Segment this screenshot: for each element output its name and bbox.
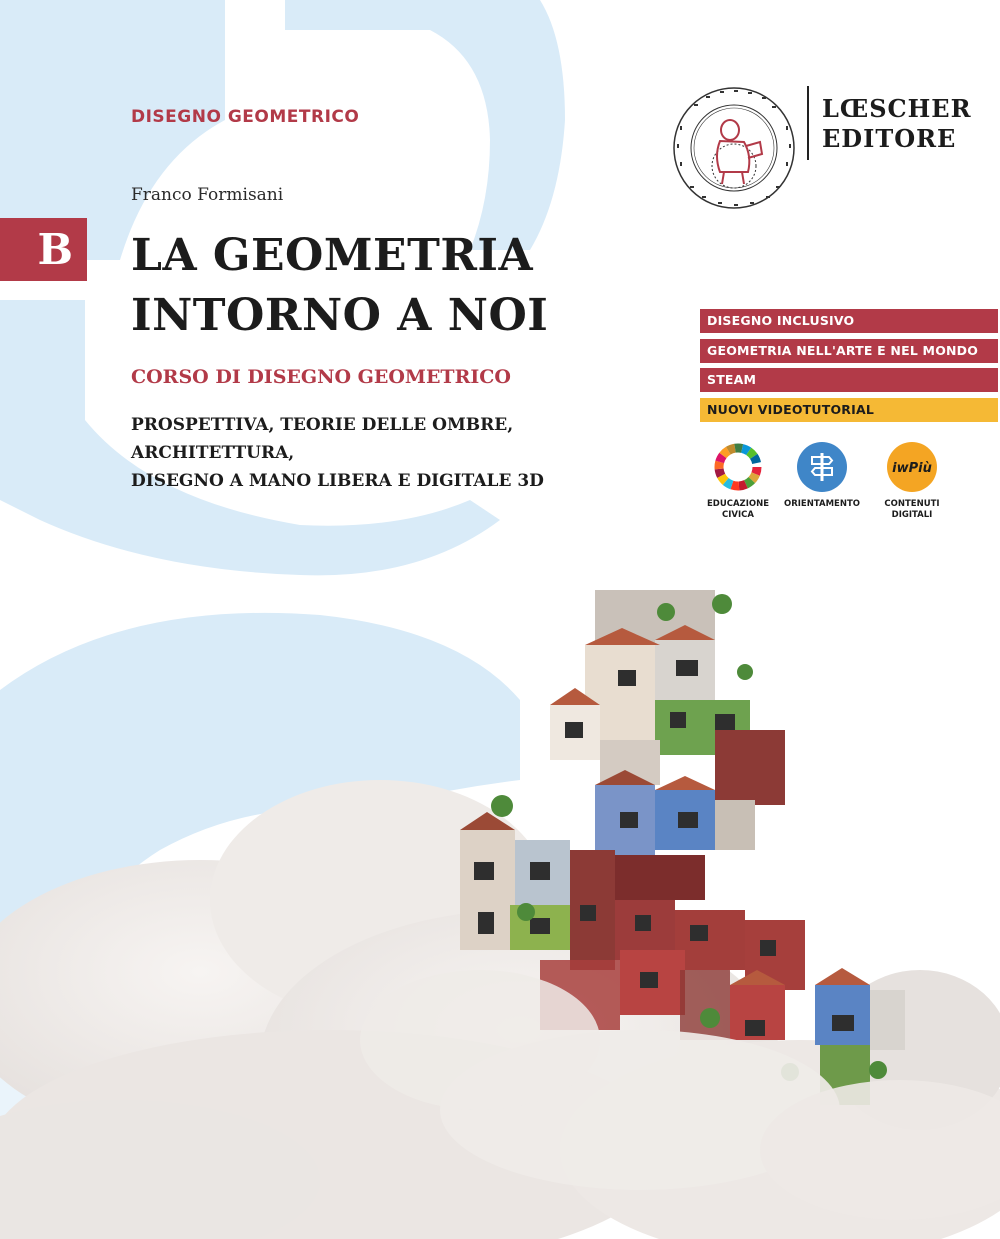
icon-label-line-1: EDUCAZIONE — [706, 499, 770, 509]
topics-line-2: ARCHITETTURA, — [131, 443, 295, 463]
icon-label-line-1: CONTENUTI — [884, 499, 940, 509]
topics-line-1: PROSPETTIVA, TEORIE DELLE OMBRE, — [131, 415, 514, 435]
title-line-2: INTORNO A NOI — [131, 290, 549, 341]
volume-badge — [0, 218, 87, 281]
icon-label-line-1: ORIENTAMENTO — [784, 499, 860, 509]
feature-tag-disegno-inclusivo: DISEGNO INCLUSIVO — [700, 309, 998, 333]
iwpiu-icon — [886, 441, 938, 493]
publisher-divider — [807, 86, 809, 160]
icon-label-orientamento — [782, 499, 862, 510]
signpost-icon — [796, 441, 848, 493]
publisher-name-line-1: LŒSCHER — [822, 94, 972, 123]
publisher-name-line-2: EDITORE — [822, 124, 957, 153]
publisher-block — [672, 86, 972, 196]
icon-label-educazione-civica — [698, 499, 778, 521]
book-subtitle: CORSO DI DISEGNO GEOMETRICO — [131, 366, 511, 388]
icon-label-contenuti-digitali — [872, 499, 952, 521]
book-title — [131, 226, 548, 346]
volume-letter: B — [37, 225, 73, 274]
series-label: DISEGNO GEOMETRICO — [131, 107, 360, 127]
sdg-wheel-icon — [712, 441, 764, 493]
publisher-seal-icon — [672, 86, 796, 210]
author-name: Franco Formisani — [131, 185, 284, 205]
icon-row — [698, 441, 958, 531]
contenuti-digitali-item — [872, 441, 952, 521]
educazione-civica-item — [698, 441, 778, 521]
orientamento-item — [782, 441, 862, 510]
title-line-1: LA GEOMETRIA — [131, 230, 534, 281]
publisher-name — [822, 94, 972, 154]
topics-line-3: DISEGNO A MANO LIBERA E DIGITALE 3D — [131, 471, 544, 491]
iwpiu-badge-text: iwPiù — [892, 461, 932, 476]
icon-label-line-2: CIVICA — [722, 510, 754, 520]
topics-list — [131, 411, 544, 495]
feature-tag-videotutorial: NUOVI VIDEOTUTORIAL — [700, 398, 998, 422]
feature-list — [700, 309, 998, 427]
feature-tag-geometria-arte: GEOMETRIA NELL'ARTE E NEL MONDO — [700, 339, 998, 363]
feature-tag-steam: STEAM — [700, 368, 998, 392]
icon-label-line-2: DIGITALI — [891, 510, 933, 520]
